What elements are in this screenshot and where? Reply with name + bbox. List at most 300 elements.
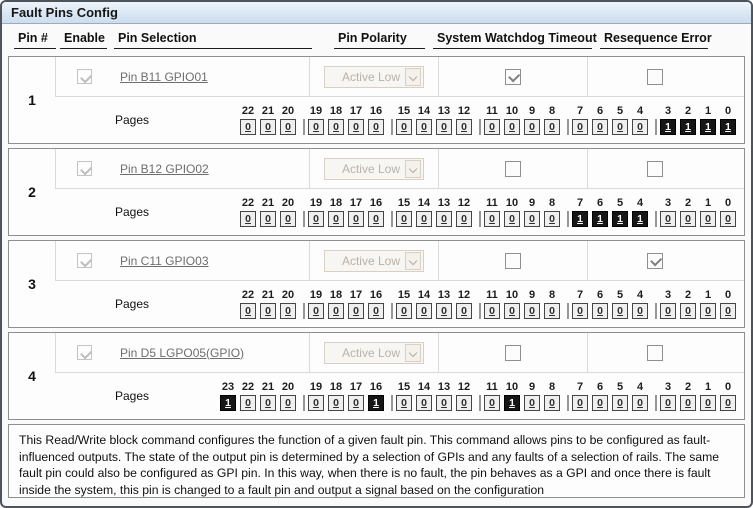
page-bit-value[interactable]: 1 [368, 395, 384, 411]
pin-polarity-dropdown[interactable] [324, 66, 424, 88]
page-bit-unit [396, 381, 412, 411]
page-bit-value[interactable]: 0 [524, 211, 540, 227]
page-bit-label: 16 [369, 381, 383, 393]
pin-polarity-value: Active Low [341, 69, 400, 84]
page-bit-label: 18 [329, 105, 343, 117]
pin-selection-link[interactable]: Pin D5 LGPO05(GPIO) [120, 345, 245, 360]
page-bit-unit [416, 381, 432, 411]
page-bit-value[interactable]: 0 [524, 119, 540, 135]
page-bit-unit [660, 289, 676, 319]
page-bit-unit [504, 105, 520, 135]
enable-checkbox[interactable] [77, 69, 92, 84]
page-bit-value[interactable]: 0 [348, 303, 364, 319]
page-bit-label: 6 [596, 105, 604, 117]
page-bit-label: 9 [528, 381, 536, 393]
bit-group-separator [567, 395, 569, 411]
pages-bits [220, 381, 736, 411]
page-bit-label: 1 [704, 381, 712, 393]
chevron-down-icon [405, 252, 421, 270]
page-bit-value[interactable]: 0 [328, 395, 344, 411]
page-bit-value[interactable]: 0 [348, 395, 364, 411]
page-bit-label: 12 [457, 381, 471, 393]
page-bit-label: 17 [349, 105, 363, 117]
page-bit-value[interactable]: 0 [348, 119, 364, 135]
pin-selection-link[interactable]: Pin B11 GPIO01 [120, 69, 208, 84]
pin-selection-link[interactable]: Pin B12 GPIO02 [120, 161, 209, 176]
pin-polarity-dropdown[interactable] [324, 250, 424, 272]
page-bit-label: 5 [616, 197, 624, 209]
page-bit-label: 15 [397, 381, 411, 393]
page-bit-value[interactable]: 0 [592, 395, 608, 411]
bit-group-separator [567, 119, 569, 135]
page-bit-label: 11 [486, 381, 498, 393]
page-bit-unit [720, 197, 736, 227]
page-bit-label: 7 [576, 289, 584, 301]
page-bit-value[interactable]: 0 [660, 303, 676, 319]
page-bit-label: 6 [596, 381, 604, 393]
page-bit-value[interactable]: 0 [524, 395, 540, 411]
pin-row [8, 56, 745, 144]
column-header-pin-number: Pin # [14, 31, 56, 49]
page-bit-value[interactable]: 0 [572, 303, 588, 319]
page-bit-value[interactable]: 0 [308, 119, 324, 135]
page-bit-value[interactable]: 0 [720, 395, 736, 411]
page-bit-value[interactable]: 0 [308, 211, 324, 227]
page-bit-label: 11 [486, 197, 498, 209]
page-bit-unit [720, 105, 736, 135]
page-bit-value[interactable]: 1 [632, 211, 648, 227]
pin-number: 3 [28, 276, 36, 292]
page-bit-value[interactable]: 0 [240, 119, 256, 135]
page-bit-unit [484, 289, 500, 319]
page-bit-label: 6 [596, 197, 604, 209]
page-bit-value[interactable]: 0 [524, 303, 540, 319]
page-bit-value[interactable]: 0 [612, 119, 628, 135]
page-bit-label: 20 [281, 289, 295, 301]
panel-content [2, 31, 751, 498]
page-bit-label: 4 [636, 105, 644, 117]
page-bit-unit [504, 381, 520, 411]
page-bit-value[interactable]: 0 [240, 211, 256, 227]
page-bit-unit [544, 197, 560, 227]
page-bit-label: 17 [349, 381, 363, 393]
bit-group-separator [655, 303, 657, 319]
page-bit-unit [592, 289, 608, 319]
page-bit-unit [632, 197, 648, 227]
page-bit-label: 5 [616, 105, 624, 117]
page-bit-unit [612, 289, 628, 319]
page-bit-label: 3 [664, 381, 672, 393]
page-bit-unit [572, 197, 588, 227]
page-bit-label: 15 [397, 105, 411, 117]
page-bit-value[interactable]: 0 [504, 211, 520, 227]
page-bit-value[interactable]: 0 [328, 119, 344, 135]
page-bit-unit [524, 289, 540, 319]
page-bit-value[interactable]: 1 [504, 395, 520, 411]
page-bit-unit [348, 381, 364, 411]
page-bit-unit [416, 105, 432, 135]
page-bit-label: 10 [505, 381, 519, 393]
page-bit-value[interactable]: 0 [484, 211, 500, 227]
watchdog-timeout-checkbox[interactable] [505, 69, 521, 85]
page-bit-value[interactable]: 0 [720, 303, 736, 319]
page-bit-unit [416, 289, 432, 319]
page-bit-unit [524, 105, 540, 135]
page-bit-unit [396, 197, 412, 227]
bit-group-separator [303, 303, 305, 319]
page-bit-value[interactable]: 1 [700, 119, 716, 135]
page-bit-value[interactable]: 0 [308, 395, 324, 411]
page-bit-label: 21 [261, 105, 275, 117]
page-bit-value[interactable]: 0 [280, 211, 296, 227]
page-bit-value[interactable]: 1 [592, 211, 608, 227]
page-bit-value[interactable]: 1 [572, 211, 588, 227]
page-bit-unit [368, 381, 384, 411]
bit-group-separator [303, 395, 305, 411]
page-bit-unit [660, 381, 676, 411]
page-bit-label: 21 [261, 381, 275, 393]
page-bit-value[interactable]: 0 [436, 211, 452, 227]
page-bit-label: 12 [457, 197, 471, 209]
page-bit-value[interactable]: 0 [484, 395, 500, 411]
page-bit-unit [308, 289, 324, 319]
page-bit-unit [700, 289, 716, 319]
page-bit-unit [260, 381, 276, 411]
page-bit-unit [348, 197, 364, 227]
page-bit-label: 4 [636, 197, 644, 209]
page-bit-unit [612, 197, 628, 227]
page-bit-label: 20 [281, 197, 295, 209]
page-bit-label: 5 [616, 289, 624, 301]
page-bit-label: 22 [241, 381, 255, 393]
page-bit-value[interactable]: 0 [700, 303, 716, 319]
page-bit-value[interactable]: 0 [436, 119, 452, 135]
page-bit-unit [720, 381, 736, 411]
page-bit-label: 2 [684, 105, 692, 117]
page-bit-value[interactable]: 0 [544, 395, 560, 411]
page-bit-value[interactable]: 0 [280, 119, 296, 135]
page-bit-value[interactable]: 0 [456, 395, 472, 411]
pages-label: Pages [115, 297, 150, 311]
page-bit-label: 11 [486, 105, 498, 117]
page-bit-value[interactable]: 0 [416, 211, 432, 227]
pin-rows [8, 56, 745, 420]
page-bit-unit [504, 289, 520, 319]
page-bit-unit [396, 289, 412, 319]
page-bit-value[interactable]: 0 [680, 211, 696, 227]
page-bit-value[interactable]: 0 [456, 119, 472, 135]
page-bit-label: 19 [309, 105, 323, 117]
page-bit-value[interactable]: 0 [572, 395, 588, 411]
page-bit-value[interactable]: 0 [436, 303, 452, 319]
column-header-resequence: Resequence Error [600, 31, 708, 49]
page-bit-value[interactable]: 0 [660, 211, 676, 227]
page-bit-unit [680, 105, 696, 135]
page-bit-value[interactable]: 0 [416, 303, 432, 319]
page-bit-value[interactable]: 0 [700, 395, 716, 411]
page-bit-unit [456, 289, 472, 319]
page-bit-label: 21 [261, 197, 275, 209]
pages-bits [240, 289, 736, 319]
page-bit-value[interactable]: 1 [680, 119, 696, 135]
page-bit-value[interactable]: 0 [416, 119, 432, 135]
page-bit-value[interactable]: 0 [592, 119, 608, 135]
page-bit-value[interactable]: 0 [368, 119, 384, 135]
page-bit-label: 13 [437, 197, 451, 209]
page-bit-value[interactable]: 0 [592, 303, 608, 319]
pin-row [8, 148, 745, 236]
page-bit-label: 16 [369, 197, 383, 209]
page-bit-unit [280, 105, 296, 135]
page-bit-unit [328, 197, 344, 227]
page-bit-unit [416, 197, 432, 227]
page-bit-label: 12 [457, 289, 471, 301]
page-bit-label: 19 [309, 289, 323, 301]
page-bit-value[interactable]: 0 [572, 119, 588, 135]
column-headers [8, 31, 745, 49]
page-bit-value[interactable]: 1 [660, 119, 676, 135]
page-bit-unit [280, 289, 296, 319]
page-bit-label: 4 [636, 381, 644, 393]
resequence-error-checkbox[interactable] [647, 69, 663, 85]
page-bit-unit [720, 289, 736, 319]
resequence-error-checkbox[interactable] [647, 253, 663, 269]
bit-group-separator [655, 119, 657, 135]
page-bit-value[interactable]: 0 [632, 119, 648, 135]
bit-group-separator [655, 395, 657, 411]
page-bit-value[interactable]: 0 [240, 303, 256, 319]
page-bit-value[interactable]: 0 [544, 211, 560, 227]
page-bit-value[interactable]: 0 [632, 395, 648, 411]
page-bit-unit [660, 105, 676, 135]
resequence-error-checkbox[interactable] [647, 161, 663, 177]
page-bit-unit [484, 197, 500, 227]
page-bit-value[interactable]: 0 [240, 395, 256, 411]
page-bit-value[interactable]: 0 [396, 303, 412, 319]
page-bit-value[interactable]: 0 [680, 395, 696, 411]
page-bit-unit [280, 381, 296, 411]
page-bit-unit [260, 289, 276, 319]
page-bit-value[interactable]: 0 [456, 303, 472, 319]
page-bit-value[interactable]: 0 [328, 303, 344, 319]
enable-checkbox[interactable] [77, 253, 92, 268]
pin-selection-link[interactable]: Pin C11 GPIO03 [120, 253, 209, 268]
page-bit-label: 2 [684, 197, 692, 209]
page-bit-value[interactable]: 0 [544, 119, 560, 135]
page-bit-unit [368, 105, 384, 135]
description-text: This Read/Write block command configures the function of a given fault pin. This command allows pins to be configured as fault-influenced outputs. The state of the output pin is determined by a selection of GPIs and any faults of a selection of rails. The same fault pin could also be configured as GPI pin. In this way, when there is no fault, the pin behaves as a GPI and once there is fault inside the system, this pin is changed to a fault pin and output a signal based on the configuration [19, 433, 720, 497]
page-bit-label: 10 [505, 289, 519, 301]
page-bit-label: 3 [664, 289, 672, 301]
page-bit-unit [368, 289, 384, 319]
page-bit-value[interactable]: 0 [632, 303, 648, 319]
page-bit-label: 12 [457, 105, 471, 117]
page-bit-label: 22 [241, 197, 255, 209]
page-bit-label: 14 [417, 289, 431, 301]
page-bit-value[interactable]: 0 [260, 211, 276, 227]
page-bit-unit [348, 105, 364, 135]
page-bit-value[interactable]: 0 [544, 303, 560, 319]
page-bit-value[interactable]: 0 [660, 395, 676, 411]
page-bit-label: 22 [241, 105, 255, 117]
page-bit-label: 9 [528, 105, 536, 117]
page-bit-unit [220, 381, 236, 411]
column-header-watchdog: System Watchdog Timeout [433, 31, 592, 49]
page-bit-label: 19 [309, 381, 323, 393]
pin-row [8, 332, 745, 420]
page-bit-value[interactable]: 0 [260, 303, 276, 319]
page-bit-label: 1 [704, 197, 712, 209]
pin-number: 1 [28, 92, 36, 108]
page-bit-unit [436, 105, 452, 135]
page-bit-unit [680, 289, 696, 319]
page-bit-value[interactable]: 0 [368, 211, 384, 227]
page-bit-label: 0 [724, 105, 732, 117]
page-bit-unit [504, 197, 520, 227]
page-bit-unit [456, 105, 472, 135]
page-bit-value[interactable]: 0 [612, 395, 628, 411]
page-bit-value[interactable]: 0 [680, 303, 696, 319]
page-bit-value[interactable]: 0 [612, 303, 628, 319]
page-bit-label: 14 [417, 105, 431, 117]
page-bit-unit [544, 289, 560, 319]
page-bit-value[interactable]: 1 [220, 395, 236, 411]
page-bit-unit [572, 381, 588, 411]
page-bit-value[interactable]: 0 [720, 211, 736, 227]
page-bit-unit [612, 381, 628, 411]
page-bit-unit [592, 105, 608, 135]
page-bit-label: 9 [528, 197, 536, 209]
page-bit-label: 14 [417, 197, 431, 209]
page-bit-label: 8 [548, 381, 556, 393]
page-bit-unit [524, 197, 540, 227]
page-bit-unit [484, 381, 500, 411]
page-bit-label: 8 [548, 197, 556, 209]
page-bit-value[interactable]: 0 [504, 119, 520, 135]
page-bit-unit [456, 197, 472, 227]
page-bit-unit [680, 381, 696, 411]
enable-checkbox[interactable] [77, 161, 92, 176]
page-bit-unit [632, 105, 648, 135]
page-bit-value[interactable]: 0 [416, 395, 432, 411]
page-bit-label: 2 [684, 381, 692, 393]
page-bit-label: 15 [397, 197, 411, 209]
page-bit-unit [328, 105, 344, 135]
page-bit-value[interactable]: 1 [720, 119, 736, 135]
page-bit-value[interactable]: 0 [260, 119, 276, 135]
bit-group-separator [391, 119, 393, 135]
page-bit-value[interactable]: 0 [328, 211, 344, 227]
watchdog-timeout-checkbox[interactable] [505, 161, 521, 177]
page-bit-value[interactable]: 0 [280, 395, 296, 411]
description-box [8, 424, 745, 498]
page-bit-label: 3 [664, 105, 672, 117]
page-bit-unit [484, 105, 500, 135]
page-bit-unit [348, 289, 364, 319]
page-bit-unit [328, 289, 344, 319]
column-header-pin-polarity: Pin Polarity [334, 31, 425, 49]
page-bit-label: 21 [261, 289, 275, 301]
page-bit-value[interactable]: 0 [504, 303, 520, 319]
page-bit-value[interactable]: 1 [612, 211, 628, 227]
pin-number: 2 [28, 184, 36, 200]
page-bit-label: 11 [486, 289, 498, 301]
page-bit-label: 5 [616, 381, 624, 393]
pin-polarity-dropdown[interactable] [324, 342, 424, 364]
page-bit-label: 7 [576, 105, 584, 117]
page-bit-label: 18 [329, 289, 343, 301]
enable-checkbox[interactable] [77, 345, 92, 360]
page-bit-unit [240, 381, 256, 411]
page-bit-label: 17 [349, 197, 363, 209]
page-bit-unit [572, 289, 588, 319]
page-bit-value[interactable]: 0 [396, 395, 412, 411]
page-bit-label: 17 [349, 289, 363, 301]
page-bit-value[interactable]: 0 [456, 211, 472, 227]
page-bit-unit [240, 289, 256, 319]
page-bit-label: 0 [724, 381, 732, 393]
page-bit-unit [592, 381, 608, 411]
page-bit-label: 8 [548, 289, 556, 301]
bit-group-separator [479, 211, 481, 227]
page-bit-unit [240, 105, 256, 135]
page-bit-unit [700, 197, 716, 227]
page-bit-label: 19 [309, 197, 323, 209]
page-bit-label: 10 [505, 197, 519, 209]
page-bit-value[interactable]: 0 [484, 303, 500, 319]
bit-group-separator [391, 211, 393, 227]
page-bit-label: 8 [548, 105, 556, 117]
page-bit-label: 3 [664, 197, 672, 209]
page-bit-label: 18 [329, 381, 343, 393]
page-bit-unit [308, 197, 324, 227]
watchdog-timeout-checkbox[interactable] [505, 253, 521, 269]
page-bit-unit [308, 381, 324, 411]
bit-group-separator [655, 211, 657, 227]
column-header-enable: Enable [60, 31, 107, 49]
page-bit-unit [660, 197, 676, 227]
resequence-error-checkbox[interactable] [647, 345, 663, 361]
pin-number: 4 [28, 368, 36, 384]
page-bit-label: 1 [704, 289, 712, 301]
pages-label: Pages [115, 205, 150, 219]
page-bit-label: 7 [576, 381, 584, 393]
page-bit-value[interactable]: 0 [368, 303, 384, 319]
page-bit-value[interactable]: 0 [308, 303, 324, 319]
pin-row [8, 240, 745, 328]
page-bit-label: 13 [437, 289, 451, 301]
page-bit-label: 10 [505, 105, 519, 117]
watchdog-timeout-checkbox[interactable] [505, 345, 521, 361]
page-bit-label: 15 [397, 289, 411, 301]
page-bit-unit [572, 105, 588, 135]
page-bit-value[interactable]: 0 [396, 211, 412, 227]
bit-group-separator [303, 211, 305, 227]
page-bit-value[interactable]: 0 [280, 303, 296, 319]
page-bit-value[interactable]: 0 [260, 395, 276, 411]
page-bit-value[interactable]: 0 [348, 211, 364, 227]
pin-polarity-value: Active Low [341, 161, 400, 176]
page-bit-label: 0 [724, 197, 732, 209]
page-bit-value[interactable]: 0 [396, 119, 412, 135]
pin-polarity-dropdown[interactable] [324, 158, 424, 180]
page-bit-unit [544, 381, 560, 411]
page-bit-unit [436, 381, 452, 411]
page-bit-value[interactable]: 0 [436, 395, 452, 411]
page-bit-label: 7 [576, 197, 584, 209]
page-bit-value[interactable]: 0 [700, 211, 716, 227]
page-bit-value[interactable]: 0 [484, 119, 500, 135]
